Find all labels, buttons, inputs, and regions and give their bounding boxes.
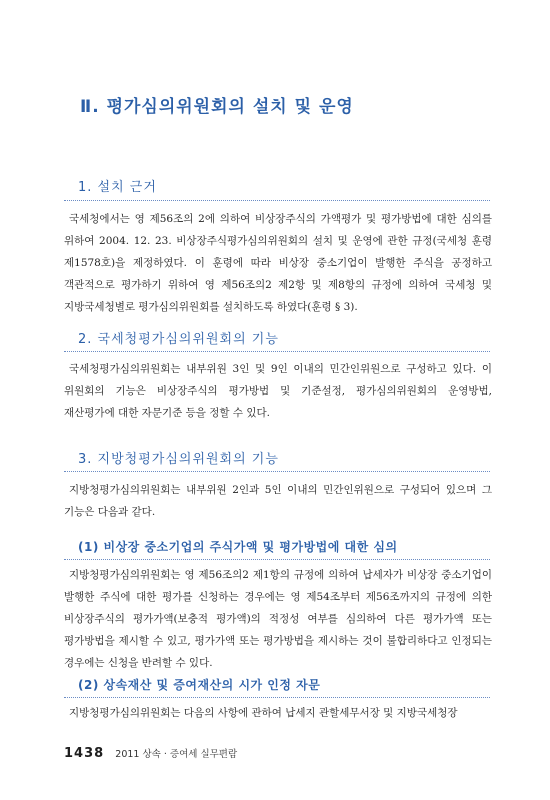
subsection-paragraph-2: 지방청평가심의위원회는 다음의 사항에 관하여 납세지 관할세무서장 및 지방국세청장 (69, 707, 458, 719)
subsection-heading-1: (1) 비상장 중소기업의 주식가액 및 평가방법에 대한 심의 (78, 540, 398, 554)
section-paragraph-1: 국세청에서는 영 제56조의 2에 의하여 비상장주식의 가액평가 및 평가방법에 대한 심의를 위하여 2004. 12. 23. 비상장주식평가심의위원회의 설치 및 운영에 관한 규정(국세청 훈령 제1578호)을 제정하였다. 이 훈령에 따라 비상장 중소기업이 발행한 주식을 공정하고 객관적으로 평가하기 위하여 영 제56조의2 제2항 및 제8항의 규정에 의하여 국세청 및 지방국세청별로 평가심의위원회를 설치하도록 하였다(훈령 § 3). (64, 213, 492, 313)
chapter-title: Ⅱ. 평가심의위원회의 설치 및 운영 (80, 97, 354, 117)
book-title: 2011 상속 · 증여세 실무편람 (115, 749, 238, 760)
subsection-heading-2: (2) 상속재산 및 증여재산의 시가 인정 자문 (78, 678, 321, 692)
subsection-divider-2 (64, 697, 490, 698)
subsection-paragraph-1: 지방청평가심의위원회는 영 제56조의2 제1항의 규정에 의하여 납세자가 비상장 중소기업이 발행한 주식에 대한 평가를 신청하는 경우에는 영 제54조부터 제56조까지의 규정에 의한 비상장주식의 평가가액(보충적 평가액)의 적정성 여부를 심의하여 다른 평가가액 또는 평가방법을 제시할 수 있고, 평가가액 또는 평가방법을 제시하는 것이 불합리하다고 인정되는 경우에는 신청을 반려할 수 있다. (64, 569, 492, 669)
section-heading-3: 3. 지방청평가심의위원회의 기능 (78, 452, 279, 467)
section-divider-3 (64, 471, 490, 472)
page-number: 1438 (64, 746, 105, 761)
subsection-divider-1 (64, 559, 490, 560)
page-footer (64, 742, 504, 761)
section-paragraph-2: 국세청평가심의위원회는 내부위원 3인 및 9인 이내의 민간인위원으로 구성하고 있다. 이 위원회의 기능은 비상장주식의 평가방법 및 기준설정, 평가심의위원회의 운영방법, 재산평가에 대한 자문기준 등을 정할 수 있다. (64, 363, 492, 419)
section-paragraph-3: 지방청평가심의위원회는 내부위원 2인과 5인 이내의 민간인위원으로 구성되어 있으며 그 기능은 다음과 같다. (64, 484, 492, 518)
section-heading-1: 1. 설치 근거 (78, 180, 157, 195)
section-divider-2 (64, 351, 490, 352)
section-divider-1 (64, 200, 490, 201)
section-heading-2: 2. 국세청평가심의위원회의 기능 (78, 332, 279, 347)
